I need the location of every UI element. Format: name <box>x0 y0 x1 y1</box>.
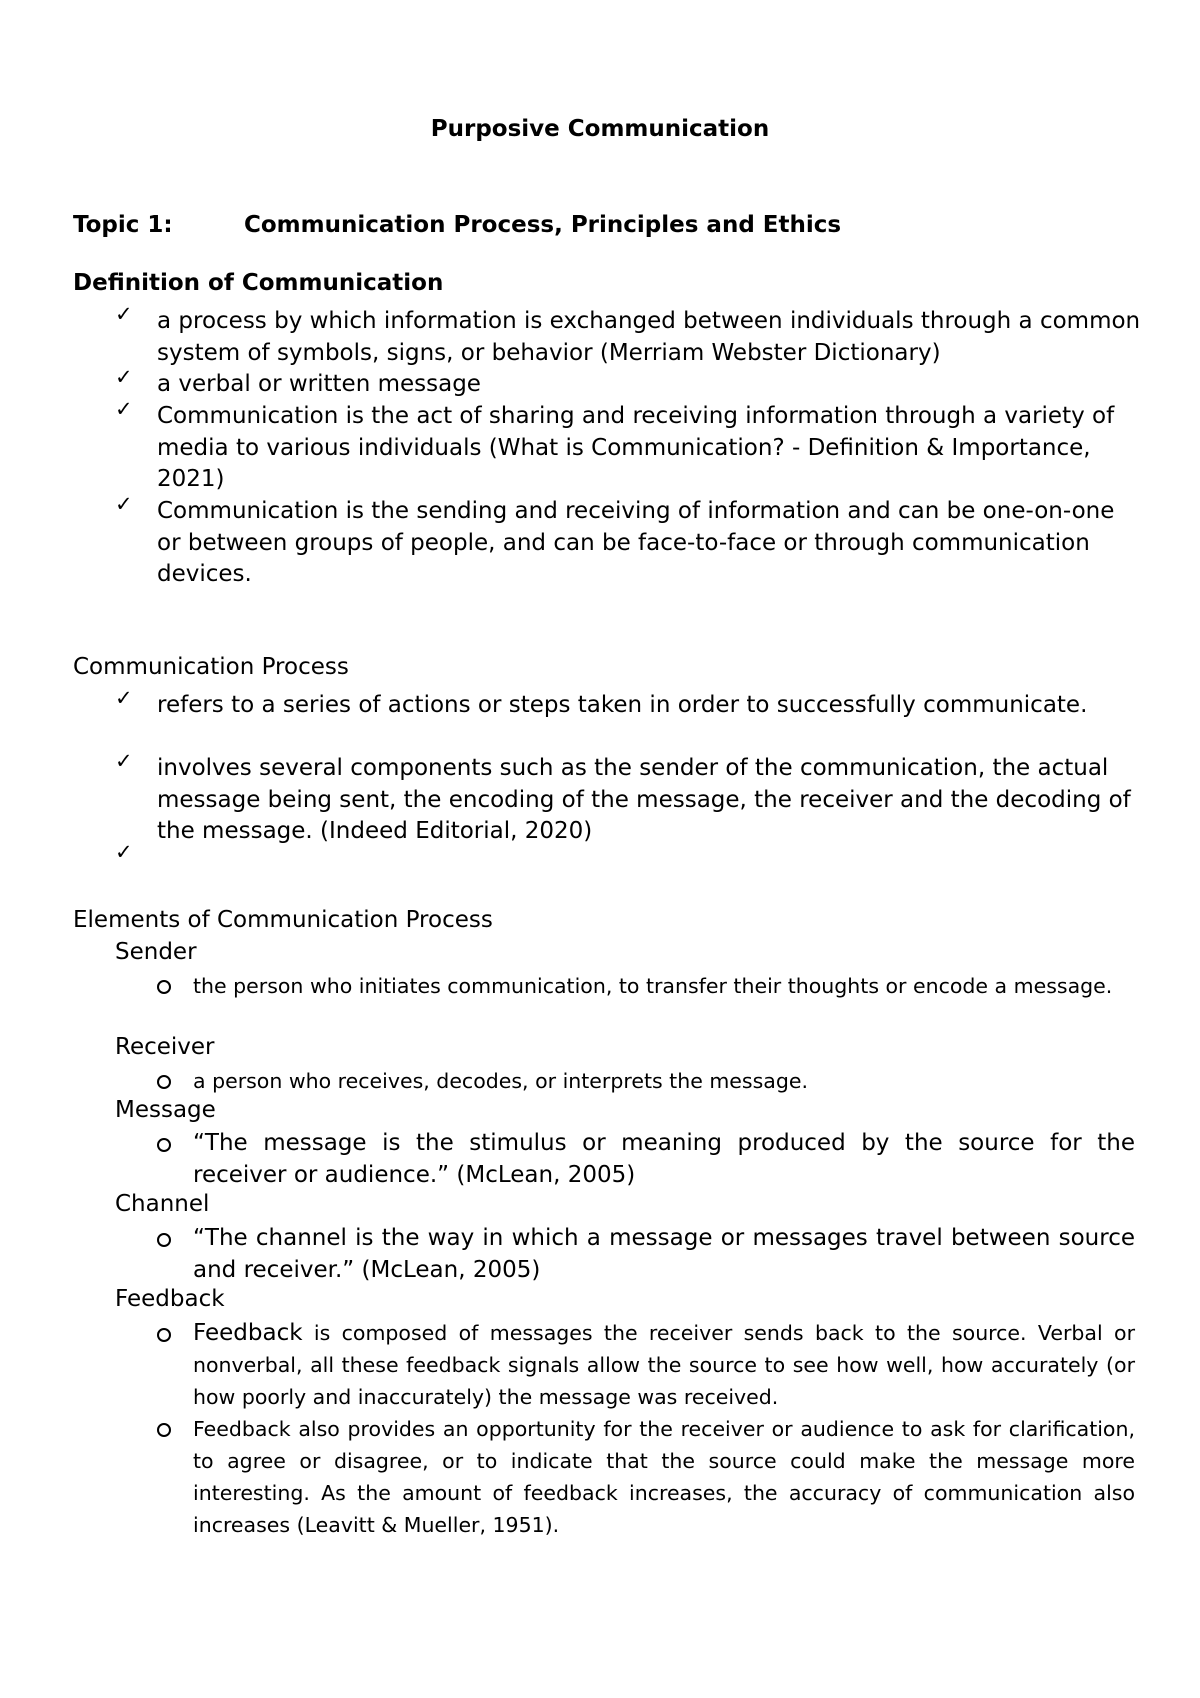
topic-heading <box>73 212 841 238</box>
check-icon: ✓ <box>115 302 133 326</box>
feedback-text-2: Feedback also provides an opportunity for the receiver or audience to ask for clarification, to agree or disagree, or to indicate that the source could make the message more interesting. As the amount of feedback increases, the accuracy of communication also increases (Leavitt & Mueller, 1951). <box>193 1417 1135 1537</box>
channel-text: “The channel is the way in which a message or messages travel between source and receiver.” (McLean, 2005) <box>193 1225 1135 1283</box>
bullet-circle-icon <box>157 1423 171 1437</box>
message-label: Message <box>115 1097 216 1123</box>
check-icon: ✓ <box>115 397 133 421</box>
receiver-label: Receiver <box>115 1034 215 1060</box>
definition-heading: Definition of Communication <box>73 270 444 296</box>
check-icon: ✓ <box>115 365 133 389</box>
definition-item: a verbal or written message <box>157 371 481 397</box>
topic-text: Communication Process, Principles and Ethics <box>244 212 842 238</box>
feedback-label: Feedback <box>115 1286 225 1312</box>
topic-label: Topic 1: <box>73 212 173 238</box>
check-icon: ✓ <box>115 840 133 864</box>
definition-item: a process by which information is exchanged between individuals through a common system of symbols, signs, or behavior (Merriam Webster Dictionary) <box>157 308 1141 366</box>
check-icon: ✓ <box>115 749 133 773</box>
receiver-text: a person who receives, decodes, or interprets the message. <box>193 1069 808 1093</box>
channel-label: Channel <box>115 1191 210 1217</box>
check-icon: ✓ <box>115 492 133 516</box>
sender-text: the person who initiates communication, to transfer their thoughts or encode a message. <box>193 974 1113 998</box>
feedback-term: Feedback <box>193 1320 303 1346</box>
check-icon: ✓ <box>115 686 133 710</box>
elements-heading: Elements of Communication Process <box>73 907 493 933</box>
feedback-definition: is composed of messages the receiver sends back to the source. Verbal or nonverbal, all these feedback signals allow the source to see how well, how accurately (or how poorly and inaccurately) the message was received. <box>193 1321 1135 1409</box>
bullet-circle-icon <box>157 1233 171 1247</box>
process-heading: Communication Process <box>73 654 349 680</box>
process-item: refers to a series of actions or steps taken in order to successfully communicate. <box>157 692 1088 718</box>
message-text: “The message is the stimulus or meaning produced by the source for the receiver or audience.” (McLean, 2005) <box>193 1130 1135 1188</box>
feedback-text-1 <box>193 1317 1135 1413</box>
bullet-circle-icon <box>157 1075 171 1089</box>
bullet-circle-icon <box>157 1138 171 1152</box>
process-item: involves several components such as the sender of the communication, the actual message being sent, the encoding of the message, the receiver and the decoding of the message. (Indeed Editorial, 2020) <box>157 755 1131 844</box>
document-title: Purposive Communication <box>430 116 770 142</box>
definition-item: Communication is the sending and receiving of information and can be one-on-one or between groups of people, and can be face-to-face or through communication devices. <box>157 498 1115 587</box>
sender-label: Sender <box>115 939 197 965</box>
definition-item: Communication is the act of sharing and receiving information through a variety of media to various individuals (What is Communication? - Definition & Importance, 2021) <box>157 403 1115 492</box>
bullet-circle-icon <box>157 980 171 994</box>
bullet-circle-icon <box>157 1328 171 1342</box>
